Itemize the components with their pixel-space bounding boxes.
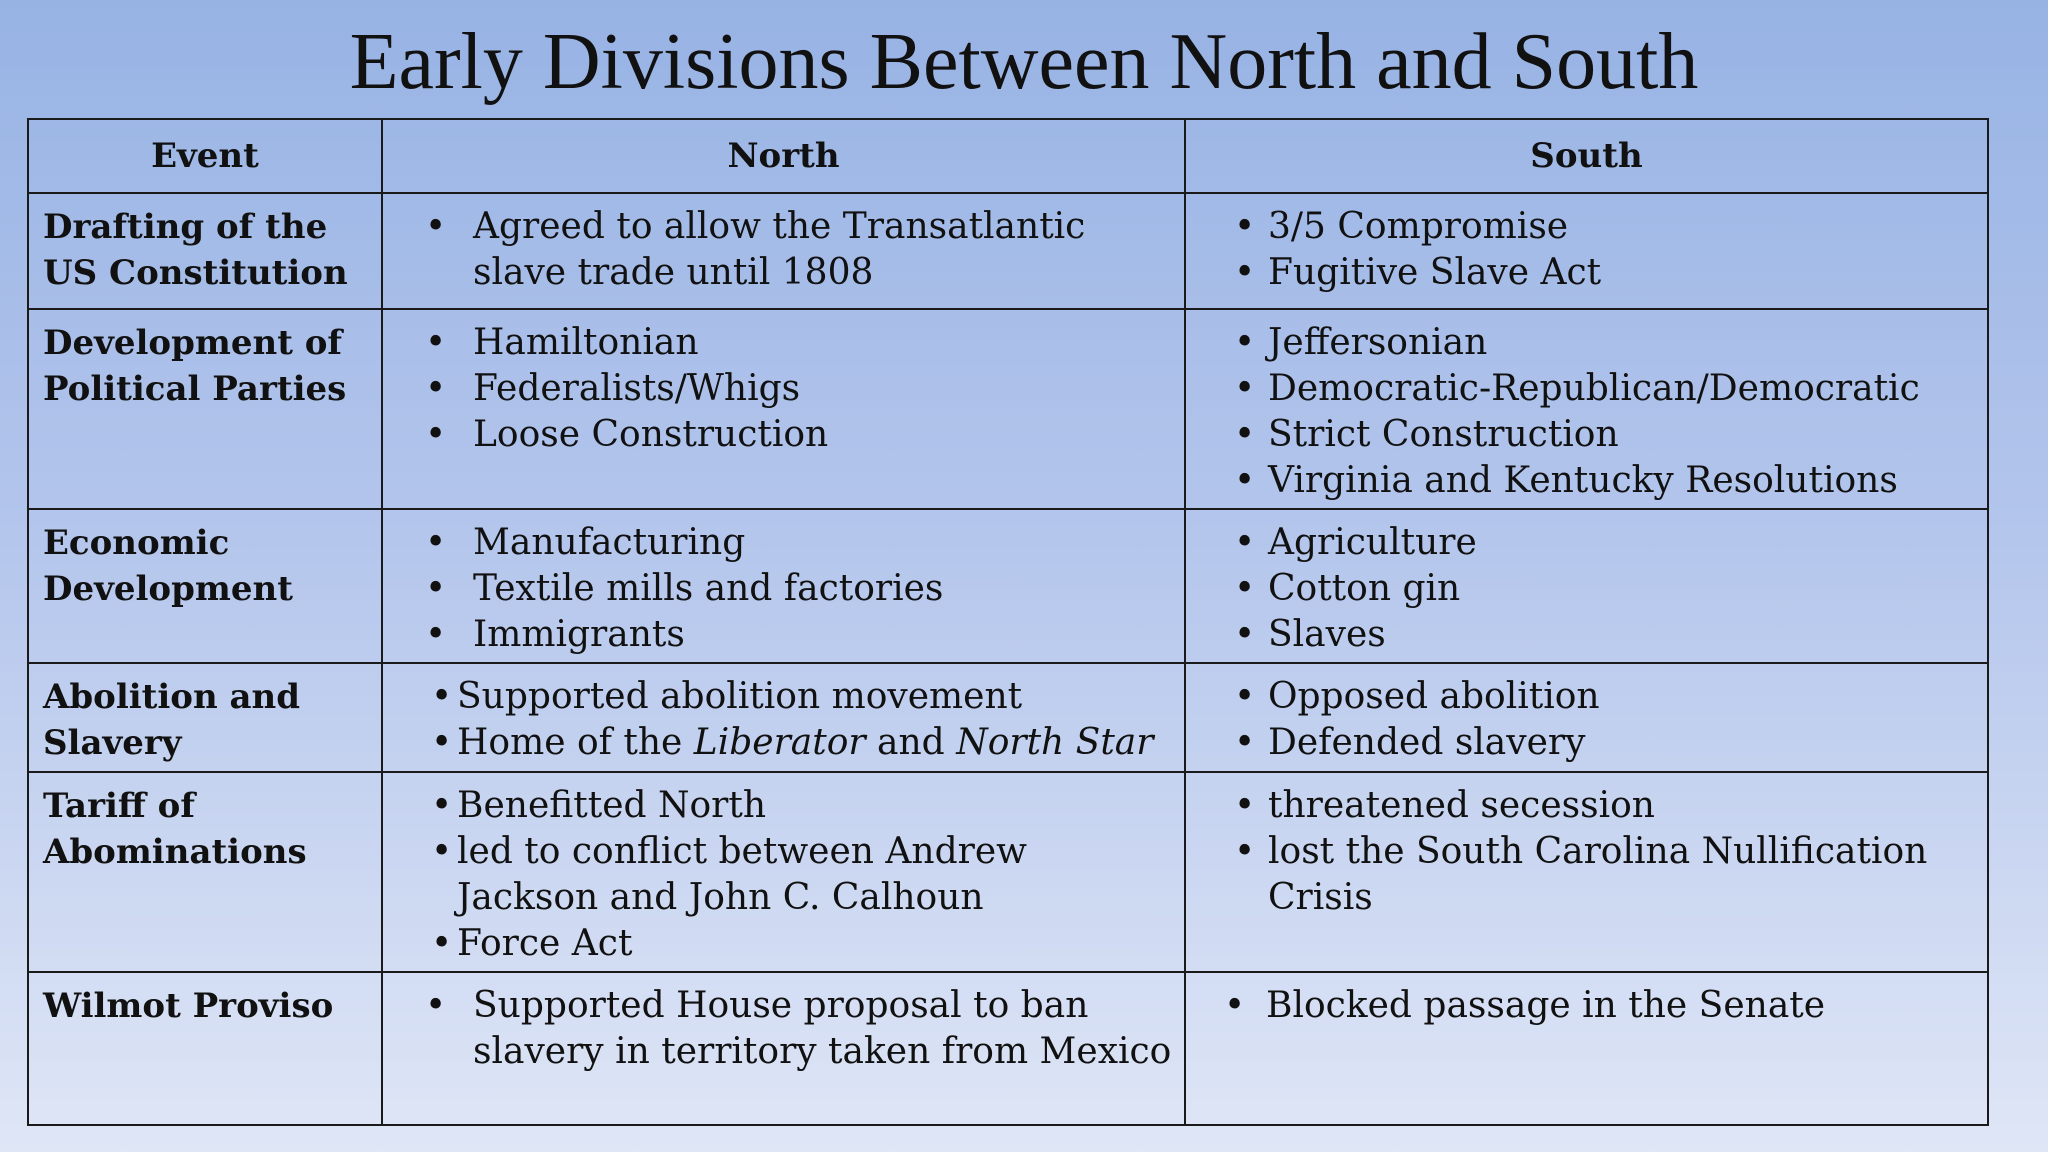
bullet-icon: •	[425, 614, 447, 655]
north-list	[383, 973, 1184, 1079]
north-list	[383, 510, 1184, 662]
bullet-icon: •	[431, 722, 453, 763]
south-list	[1186, 973, 1987, 1033]
north-cell	[382, 193, 1185, 309]
bullet-icon: •	[425, 568, 447, 609]
slide-title: Early Divisions Between North and South	[349, 18, 1699, 106]
bullet-icon: •	[425, 206, 447, 247]
list-item: • Democratic-Republican/Democratic	[1186, 366, 1979, 412]
bullet-icon: •	[425, 322, 447, 363]
list-item: • led to conflict between Andrew Jackson and John C. Calhoun	[431, 831, 1027, 918]
header-south: South	[1185, 119, 1988, 193]
table-row	[28, 309, 1988, 509]
event-cell	[28, 509, 382, 663]
bullet-icon: •	[1234, 676, 1256, 717]
bullet-icon: •	[431, 676, 453, 717]
list-item: • Federalists/Whigs	[383, 366, 1176, 412]
newspaper-title: Liberator	[693, 722, 866, 763]
event-cell	[28, 193, 382, 309]
list-item: • Opposed abolition	[1186, 674, 1979, 720]
bullet-icon: •	[1234, 460, 1256, 501]
south-list	[1186, 510, 1987, 662]
bullet-icon: •	[1224, 985, 1246, 1026]
north-cell	[382, 663, 1185, 772]
north-list	[383, 194, 1184, 300]
table-row	[28, 509, 1988, 663]
list-item: • Supported House proposal to ban slavery in territory taken from Mexico	[425, 985, 1172, 1072]
south-list	[1186, 664, 1987, 770]
south-cell	[1185, 772, 1988, 972]
bullet-icon: •	[1234, 252, 1256, 293]
bullet-icon: •	[425, 522, 447, 563]
north-list	[383, 310, 1184, 462]
list-item: • Virginia and Kentucky Resolutions	[1186, 458, 1979, 504]
south-list	[1186, 773, 1987, 925]
event-cell	[28, 309, 382, 509]
list-item: • Cotton gin	[1186, 566, 1979, 612]
table-row	[28, 772, 1988, 972]
north-cell	[382, 772, 1185, 972]
list-item: • Agreed to allow the Transatlantic slave trade until 1808	[425, 206, 1086, 293]
list-item: • Supported abolition movement	[383, 674, 1176, 720]
list-item: • Strict Construction	[1186, 412, 1979, 458]
comparison-table	[27, 118, 1989, 1126]
list-item: • Blocked passage in the Senate	[1186, 983, 1979, 1029]
list-item: • Defended slavery	[1186, 720, 1979, 766]
list-item: • Fugitive Slave Act	[1186, 250, 1979, 296]
bullet-icon: •	[1234, 368, 1256, 409]
north-list	[383, 664, 1184, 770]
north-cell	[382, 509, 1185, 663]
list-item: • Jeffersonian	[1186, 320, 1979, 366]
list-item: • Textile mills and factories	[383, 566, 1176, 612]
bullet-icon: •	[425, 368, 447, 409]
north-list	[383, 773, 1184, 971]
event-label: Abolition and Slavery	[43, 677, 301, 763]
bullet-icon: •	[1234, 322, 1256, 363]
list-item: • Agriculture	[1186, 520, 1979, 566]
list-item: • Hamiltonian	[383, 320, 1176, 366]
bullet-icon: •	[425, 985, 447, 1026]
bullet-icon: •	[431, 831, 453, 872]
south-list	[1186, 310, 1987, 508]
bullet-icon: •	[1234, 785, 1256, 826]
event-label: Wilmot Proviso	[43, 986, 334, 1026]
south-list	[1186, 194, 1987, 300]
bullet-icon: •	[425, 414, 447, 455]
south-cell	[1185, 193, 1988, 309]
north-cell	[382, 309, 1185, 509]
bullet-icon: •	[1234, 414, 1256, 455]
event-cell	[28, 772, 382, 972]
bullet-icon: •	[1234, 206, 1256, 247]
table-row	[28, 663, 1988, 772]
list-item: • threatened secession	[1186, 783, 1979, 829]
bullet-icon: •	[1234, 722, 1256, 763]
list-item: • Slaves	[1186, 612, 1979, 658]
table-row	[28, 972, 1988, 1125]
list-item: • Home of the Liberator and North Star	[383, 720, 1176, 766]
bullet-icon: •	[1234, 522, 1256, 563]
event-cell	[28, 663, 382, 772]
list-item: • Immigrants	[383, 612, 1176, 658]
list-item: • 3/5 Compromise	[1186, 204, 1979, 250]
list-item: • Manufacturing	[383, 520, 1176, 566]
table-header-row	[28, 119, 1988, 193]
header-north: North	[382, 119, 1185, 193]
bullet-icon: •	[431, 923, 453, 964]
newspaper-title: North Star	[956, 722, 1154, 763]
table-row	[28, 193, 1988, 309]
event-label: Drafting of the US Constitution	[43, 207, 348, 293]
north-cell	[382, 972, 1185, 1125]
event-label: Development of Political Parties	[43, 323, 347, 409]
south-cell	[1185, 663, 1988, 772]
list-item: • Loose Construction	[383, 412, 1176, 458]
bullet-icon: •	[1234, 568, 1256, 609]
event-cell	[28, 972, 382, 1125]
event-label: Economic Development	[43, 523, 293, 609]
bullet-icon: •	[1234, 614, 1256, 655]
south-cell	[1185, 309, 1988, 509]
bullet-icon: •	[1234, 831, 1256, 872]
south-cell	[1185, 972, 1988, 1125]
bullet-icon: •	[431, 785, 453, 826]
south-cell	[1185, 509, 1988, 663]
list-item: • Benefitted North	[383, 783, 1176, 829]
list-item: • Force Act	[383, 921, 1176, 967]
list-item: • lost the South Carolina Nullification Crisis	[1234, 831, 1928, 918]
header-event: Event	[28, 119, 382, 193]
event-label: Tariff of Abominations	[43, 786, 307, 872]
